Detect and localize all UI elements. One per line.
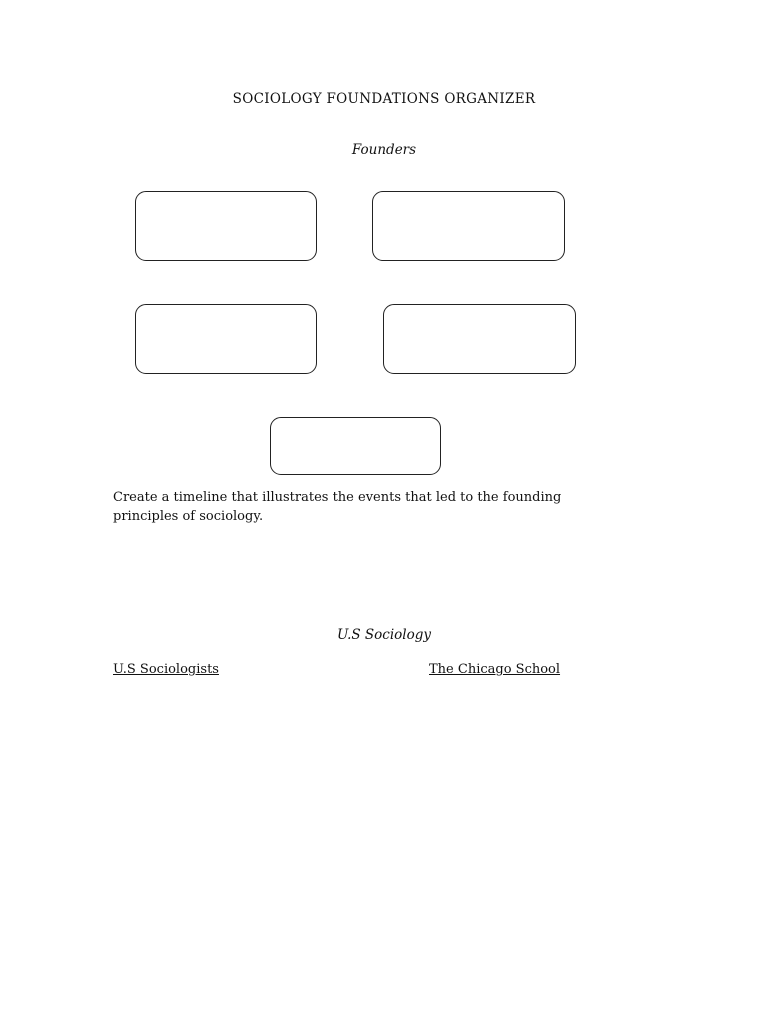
us-sociologists-heading: U.S Sociologists <box>113 662 219 677</box>
us-sociology-heading: U.S Sociology <box>336 627 432 643</box>
founder-box-1 <box>135 191 317 261</box>
founder-box-5 <box>270 417 441 475</box>
chicago-school-heading: The Chicago School <box>429 662 561 677</box>
founders-heading: Founders <box>351 142 417 158</box>
founder-box-2 <box>372 191 565 261</box>
founder-box-3 <box>135 304 317 374</box>
founder-box-4 <box>383 304 576 374</box>
document-title: SOCIOLOGY FOUNDATIONS ORGANIZER <box>232 91 536 107</box>
timeline-instructions: Create a timeline that illustrates the events that led to the founding principles of sociology. <box>113 490 562 524</box>
